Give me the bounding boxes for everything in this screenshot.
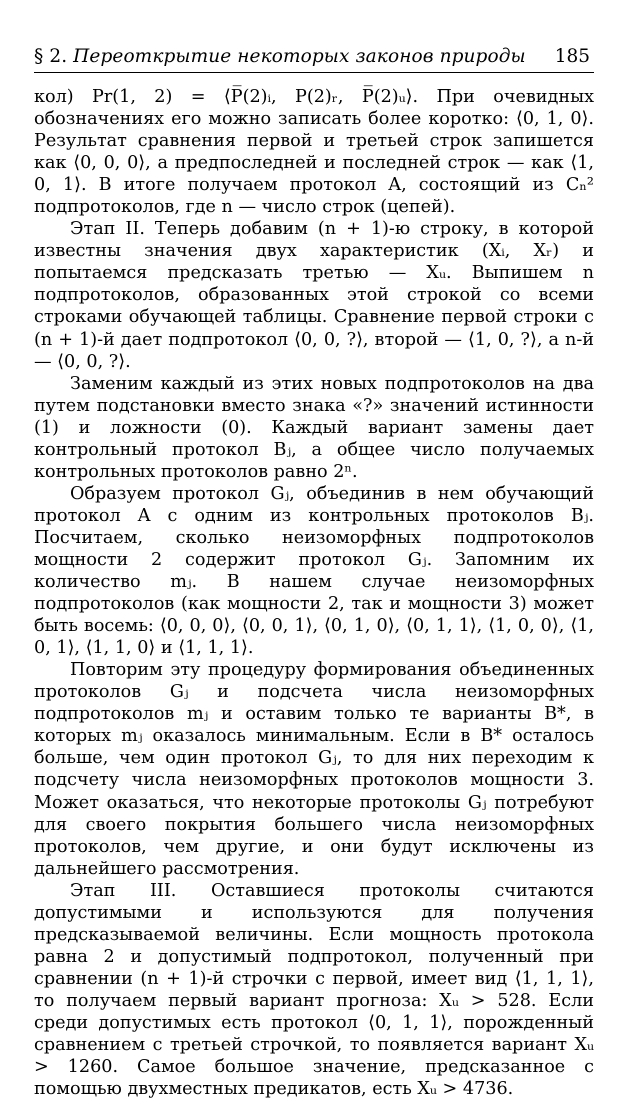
section-number: § 2.	[34, 46, 68, 67]
section-title: Переоткрытие некоторых законов природы	[73, 46, 526, 67]
page-number: 185	[554, 46, 590, 67]
header-title-group	[34, 46, 526, 67]
paragraph-stage-2: Этап II. Теперь добавим (n + 1)-ю строку, в которой известны значения двух характеристик (Xᵢ, Xᵣ) и попытаемся предсказать третью — Xᵤ. Выпишем n подпротоколов, образованных этой строкой со всеми строками обучающей таблицы. Сравнение первой строки с (n + 1)-й дает подпротокол ⟨0, 0, ?⟩, второй — ⟨1, 0, ?⟩, а n-й — ⟨0, 0, ?⟩.	[34, 219, 594, 372]
body-text	[34, 86, 594, 1100]
paragraph-1: кол) Pr(1, 2) = ⟨P̅(2)ᵢ, P(2)ᵣ, P̅(2)ᵤ⟩. При очевидных обозначениях его можно записать более коротко: ⟨0, 1, 0⟩. Результат сравнения первой и третьей строк запишется как ⟨0, 0, 0⟩, а предпоследней и последней строк — как ⟨1, 0, 1⟩. В итоге получаем протокол A, состоящий из Cₙ² подпротоколов, где n — число строк (цепей).	[34, 87, 594, 218]
paragraph-5: Повторим эту процедуру формирования объединенных протоколов Gⱼ и подсчета числа неизоморфных подпротоколов mⱼ и оставим только те варианты B*, в которых mⱼ оказалось минимальным. Если в B* осталось больше, чем один протокол Gⱼ, то для них переходим к подсчету числа неизоморфных протоколов мощности 3. Может оказаться, что некоторые протоколы Gⱼ потребуют для своего покрытия большего числа неизоморфных протоколов, чем другие, и они будут исключены из дальнейшего рассмотрения.	[34, 660, 594, 879]
paragraph-4: Образуем протокол Gⱼ, объединив в нем обучающий протокол A с одним из контрольных протоколов Bⱼ. Посчитаем, сколько неизоморфных подпротоколов мощности 2 содержит протокол Gⱼ. Запомним их количество mⱼ. В нашем случае неизоморфных подпротоколов (как мощности 2, так и мощности 3) может быть восемь: ⟨0, 0, 0⟩, ⟨0, 0, 1⟩, ⟨0, 1, 0⟩, ⟨0, 1, 1⟩, ⟨1, 0, 0⟩, ⟨1, 0, 1⟩, ⟨1, 1, 0⟩ и ⟨1, 1, 1⟩.	[34, 483, 594, 659]
paragraph-3: Заменим каждый из этих новых подпротоколов на два путем подстановки вместо знака «?» значений истинности (1) и ложности (0). Каждый вариант замены дает контрольный протокол Bⱼ, а общее число получаемых контрольных протоколов равно 2ⁿ.	[34, 373, 594, 482]
paragraph-stage-3: Этап III. Оставшиеся протоколы считаются допустимыми и используются для получения предсказываемой величины. Если мощность протокола равна 2 и допустимый подпротокол, полученный при сравнении (n + 1)-й строчки с первой, имеет вид ⟨1, 1, 1⟩, то получаем первый вариант прогноза: Xᵤ > 528. Если среди допустимых есть протокол ⟨0, 1, 1⟩, порожденный сравнением с третьей строчкой, то появляется вариант Xᵤ > 1260. Самое большое значение, предсказанное с помощью двухместных предикатов, есть Xᵤ > 4736.	[34, 880, 594, 1100]
running-header	[34, 40, 594, 73]
